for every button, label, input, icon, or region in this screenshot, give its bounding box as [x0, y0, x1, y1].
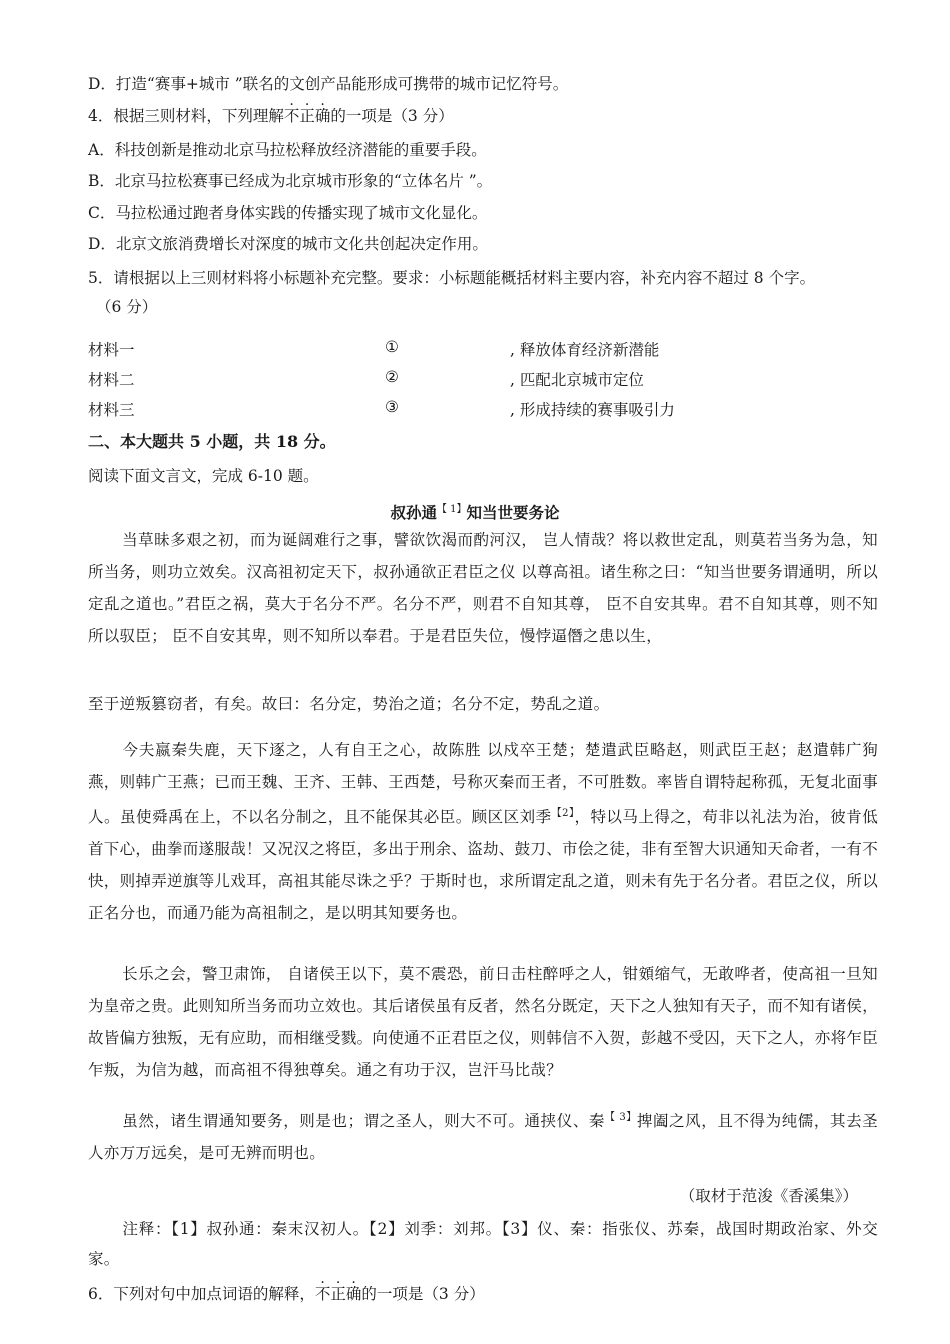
material-blank: ②	[385, 368, 399, 386]
emphasis-char: 正	[299, 107, 315, 125]
reading-instruction: 阅读下面文言文，完成 6-10 题。	[88, 467, 319, 485]
section-heading: 二、本大题共 5 小题，共 18 分。	[88, 432, 336, 451]
essay-title-note: 【 1】	[436, 504, 467, 515]
q4-option-c: C．马拉松通过跑者身体实践的传播实现了城市文化显化。	[88, 204, 488, 222]
essay-title	[0, 500, 950, 523]
q5-score: （6 分）	[96, 298, 158, 316]
q4-prefix: 4．根据三则材料，下列理解	[88, 107, 284, 125]
paragraph-4	[88, 1102, 878, 1169]
q6-emphasis	[315, 1285, 362, 1303]
emphasis-char: 不	[283, 107, 300, 125]
q4-option-b: B．北京马拉松赛事已经成为北京城市形象的“立体名片 ”。	[88, 172, 493, 190]
question-5: 5．请根据以上三则材料将小标题补充完整。要求：小标题能概括材料主要内容，补充内容不超过 8 个字。	[88, 269, 816, 287]
paragraph-1-end: 至于逆叛篡窃者，有矣。故曰：名分定，势治之道；名分不定，势乱之道。	[88, 695, 610, 713]
annotations-text: 注释：【1】叔孙通：秦末汉初人。【2】刘季：刘邦。【3】仪、秦：指张仪、苏秦，战国时期政治家、外交家。	[88, 1220, 878, 1268]
essay-title-rest: 知当世要务论	[466, 503, 560, 523]
material-label: 材料二	[88, 371, 135, 389]
paragraph-4-note: 【 3】	[605, 1112, 637, 1123]
q4-option-a: A．科技创新是推动北京马拉松释放经济潜能的重要手段。	[88, 141, 487, 159]
material-subtitle: , 匹配北京城市定位	[510, 371, 644, 389]
emphasis-char: 不	[314, 1285, 331, 1303]
paragraph-3	[88, 958, 878, 1086]
paragraph-2-text-b: ，特以马上得之，苟非以礼法为治，彼肯低首下心，曲拳而遂服哉！又况汉之将臣，多出于刑余、盗劫、鼓刀、市侩之徒，非有至智大识通知天命者，一有不快，则掉弄逆旗等儿戏耳，高祖其能尽诛之乎？于斯时也，求所谓定乱之道，则未有先于名分者。君臣之仪，所以正名分也，而通乃能为高祖制之，是以明其知要务也。	[88, 808, 879, 923]
essay-title-name: 叔孙通	[390, 503, 437, 523]
paragraph-2-note: 【2】	[551, 808, 575, 819]
question-4	[88, 106, 454, 126]
paragraph-1	[88, 524, 878, 652]
paragraph-2-text-a: 今夫嬴秦失鹿，天下逐之，人有自王之心，故陈胜 以戍卒王楚；楚遣武臣略赵，则武臣王赵；赵遣韩广狥燕，则韩广王燕；已而王魏、王齐、王韩、王西楚，号称灭秦而王者，不可胜数。率皆自谓特起称孤，无复北面事人。虽使舜禹在上，不以名分制之，且不能保其必臣。顾区区刘季	[88, 741, 879, 827]
paragraph-4-text-a: 虽然，诸生谓通知要务，则是也；谓之圣人，则大不可。通挟仪、秦	[122, 1112, 605, 1131]
material-label: 材料一	[88, 341, 135, 359]
source-citation: （取材于范浚《香溪集》）	[679, 1187, 858, 1205]
q4-suffix: 的一项是（3 分）	[330, 107, 454, 125]
q4-option-d: D．北京文旅消费增长对深度的城市文化共创起决定作用。	[88, 235, 488, 253]
material-subtitle: , 形成持续的赛事吸引力	[510, 401, 675, 419]
material-label: 材料三	[88, 401, 135, 419]
question-6	[88, 1284, 485, 1304]
material-blank: ③	[385, 398, 399, 416]
q6-suffix: 的一项是（3 分）	[361, 1285, 485, 1303]
paragraph-3-text: 长乐之会，警卫肃饰， 自诸侯王以下，莫不震恐，前日击柱醉呼之人，钳頞缩气，无敢哗者，使高祖一旦知为皇帝之贵。此则知所当务而功立效也。其后诸侯虽有反者，然名分既定，天下之人独知有天子，而不知有诸侯，故皆偏方独叛，无有应助，而相继受戮。向使通不正君臣之仪，则韩信不入贺，彭越不受囚，天下之人，亦将乍臣乍叛，为信为越，而高祖不得独尊矣。通之有功于汉，岂汗马比哉？	[88, 965, 879, 1079]
paragraph-1-text: 当草昧多艰之初，而为诞阔难行之事，譬欲饮渴而酌河汉， 岂人情哉？将以救世定乱，则莫若当务为急，知所当务，则功立效矣。汉高祖初定天下，叔孙通欲正君臣之仪 以尊高祖。诸生称之曰：“知当世要务谓通明，所以定乱之道也。”君臣之祸，莫大于名分不严。名分不严，则君不自知其尊， 臣不自安其卑。君不自知其尊，则不知所以驭臣； 臣不自安其卑，则不知所以奉君。于是君臣失位，慢悖逼僭之患以生，	[88, 531, 878, 645]
emphasis-char: 正	[330, 1285, 346, 1303]
paragraph-2	[88, 734, 878, 929]
material-subtitle: , 释放体育经济新潜能	[510, 341, 660, 359]
q6-prefix: 6．下列对句中加点词语的解释，	[88, 1285, 315, 1303]
emphasis-char: 确	[314, 107, 331, 125]
q4-emphasis	[284, 107, 331, 125]
annotations	[88, 1214, 878, 1274]
emphasis-char: 确	[345, 1285, 362, 1303]
q3-option-d: D．打造“赛事+城市 ”联名的文创产品能形成可携带的城市记忆符号。	[88, 75, 569, 93]
paragraph-4-text-b: 捭阖之风，且不得为纯儒，其去圣人亦万万远矣，是可无辨而明也。	[88, 1112, 878, 1163]
material-blank: ①	[385, 338, 399, 356]
